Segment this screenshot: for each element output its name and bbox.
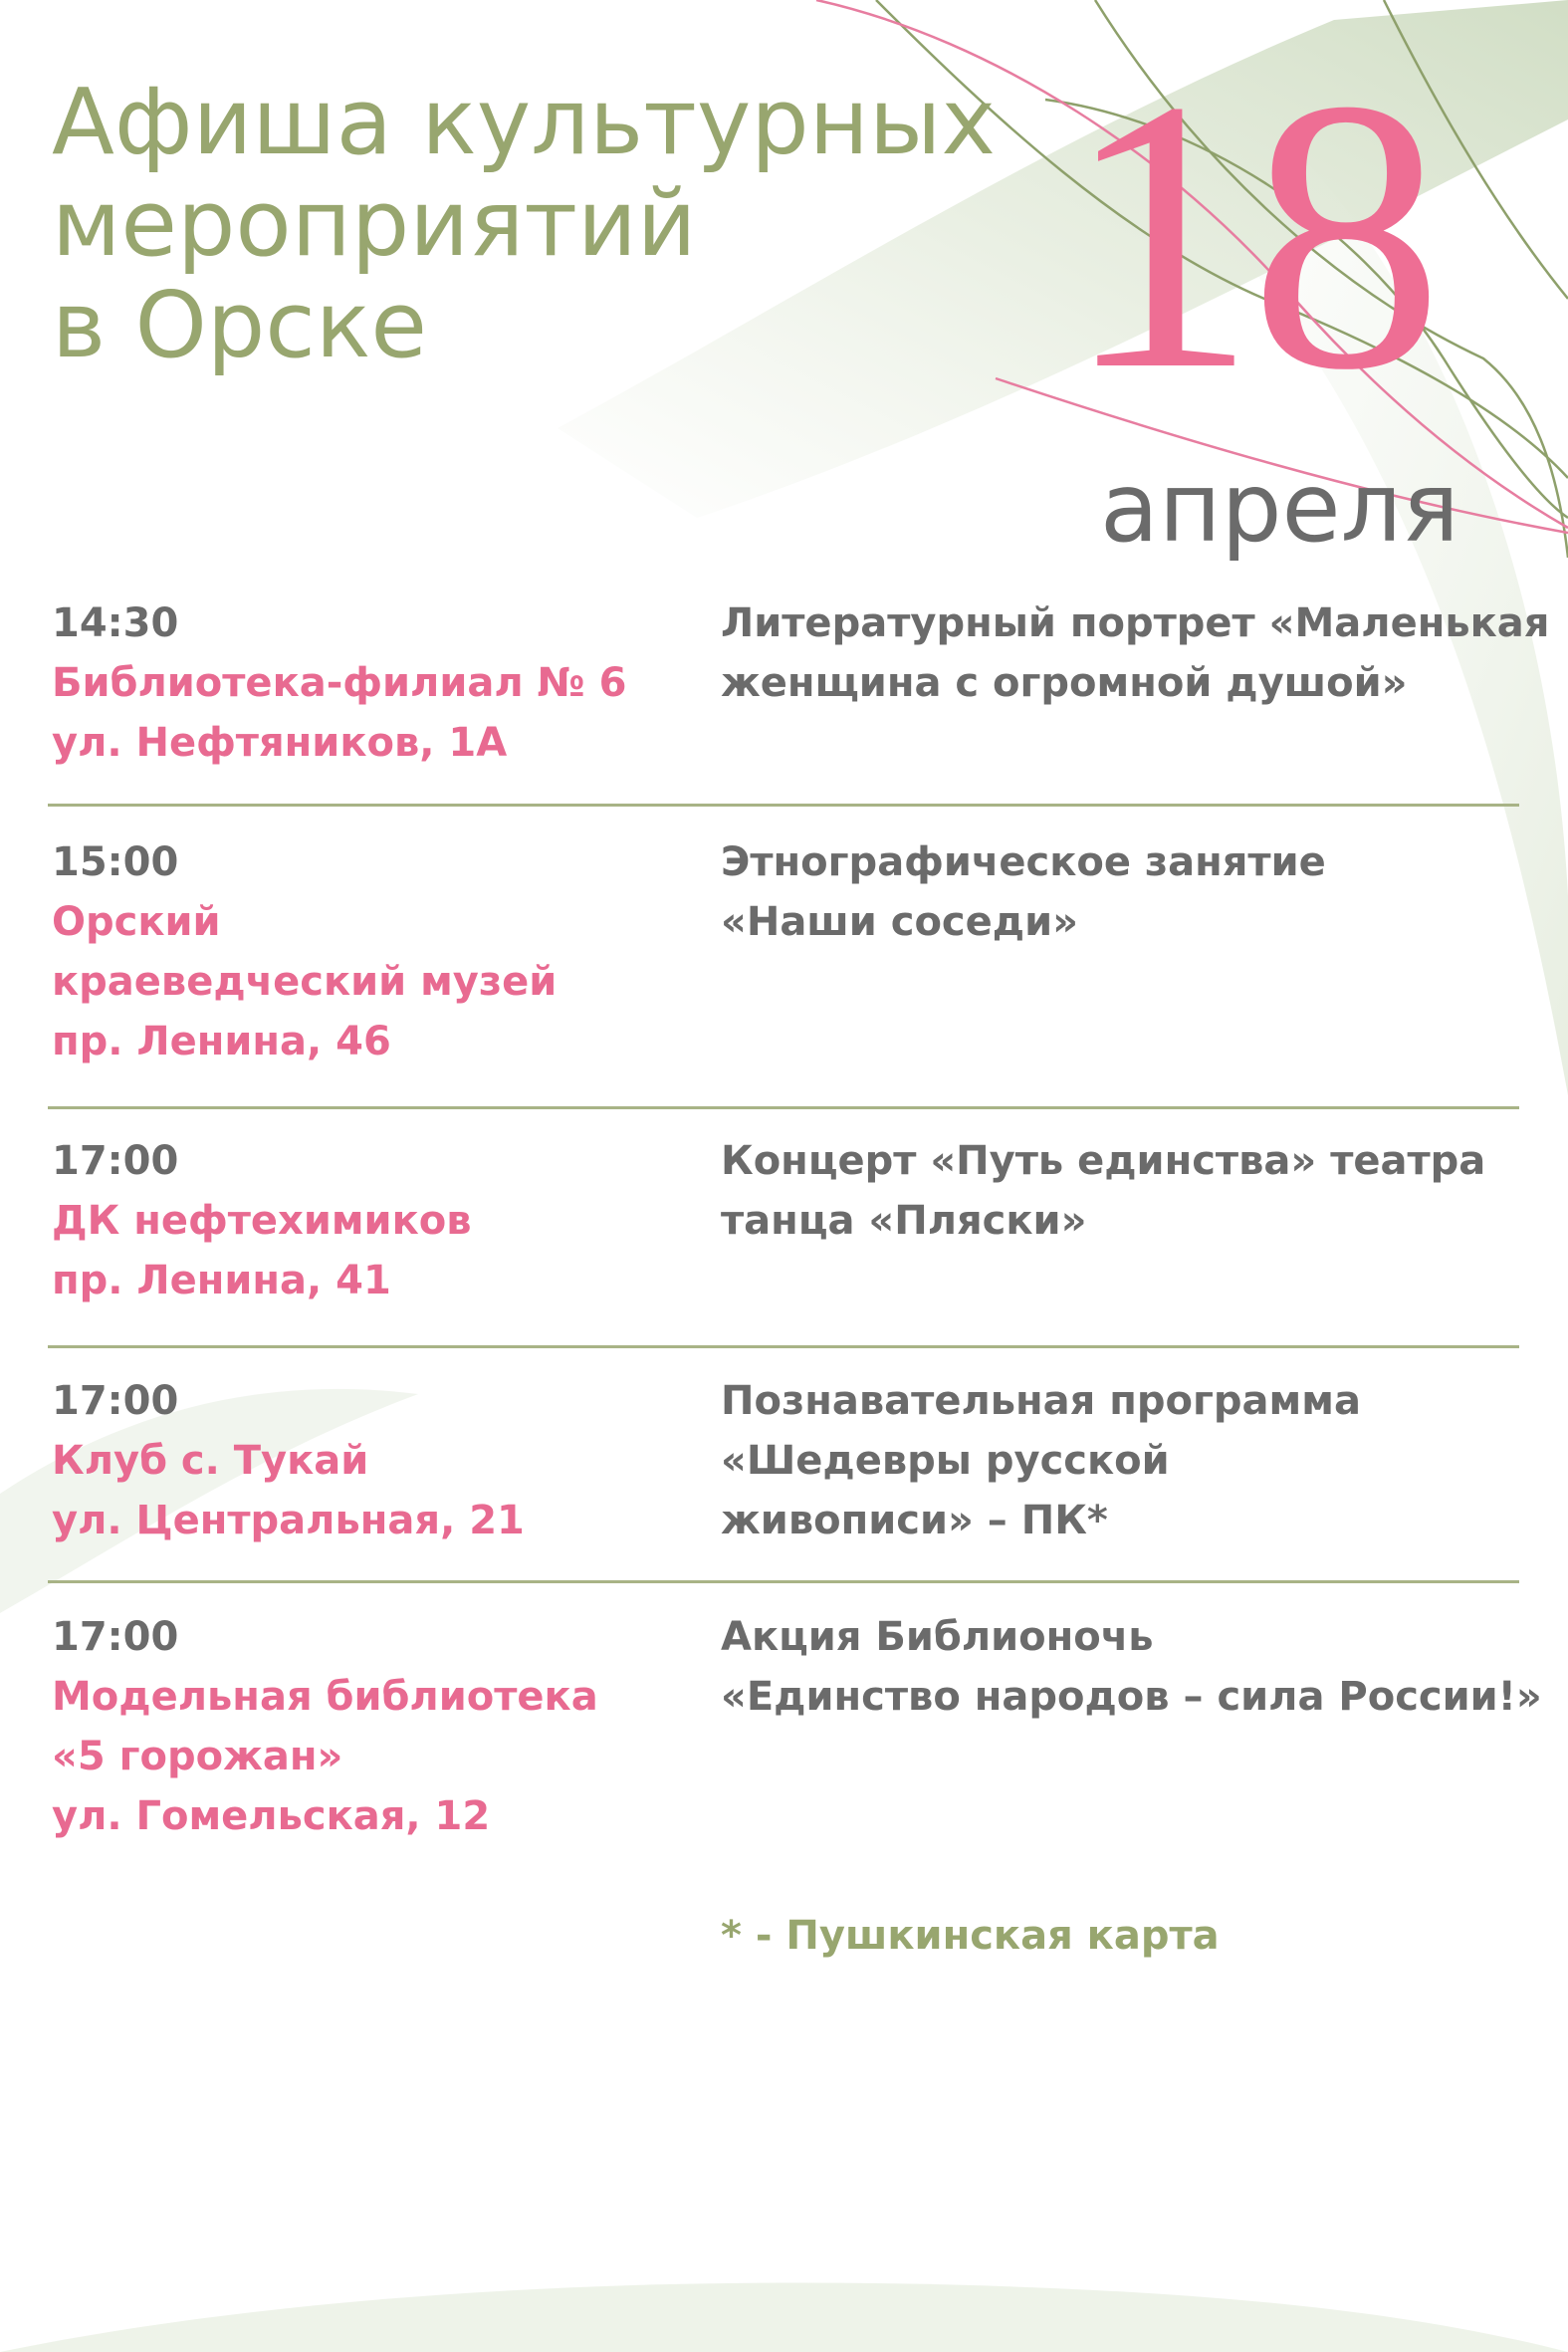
event-description-line: Литературный портрет «Маленькая <box>721 600 1550 646</box>
event-address: пр. Ленина, 41 <box>52 1258 391 1303</box>
event-time: 17:00 <box>52 1138 179 1184</box>
event-time: 14:30 <box>52 600 179 646</box>
divider <box>48 1106 1519 1109</box>
event-description-line: Этнографическое занятие <box>721 839 1326 885</box>
event-venue: Клуб с. Тукай <box>52 1438 369 1484</box>
title-line: мероприятий <box>52 170 697 277</box>
footnote: * - Пушкинская карта <box>721 1913 1220 1959</box>
event-venue: ДК нефтехимиков <box>52 1198 472 1244</box>
event-description-line: Концерт «Путь единства» театра <box>721 1138 1486 1184</box>
event-description-line: живописи» – ПК* <box>721 1498 1108 1543</box>
event-venue-block <box>52 1371 709 1550</box>
event-description <box>721 1607 1567 1727</box>
event-venue-block <box>52 1131 709 1310</box>
event-description-line: «Единство народов – сила России!» <box>721 1674 1542 1720</box>
event-description <box>721 832 1567 952</box>
title-line: Афиша культурных <box>52 69 996 175</box>
brush-stroke-bottom <box>0 2283 1568 2352</box>
divider <box>48 1345 1519 1348</box>
event-address: пр. Ленина, 46 <box>52 1019 391 1064</box>
event-venue: Орский <box>52 899 221 945</box>
event-month: апреля <box>1100 452 1459 564</box>
event-description <box>721 1131 1567 1251</box>
event-venue-block <box>52 1607 709 1846</box>
event-venue-block <box>52 832 709 1071</box>
event-venue: краеведческий музей <box>52 959 558 1005</box>
event-address: ул. Гомельская, 12 <box>52 1793 491 1839</box>
event-time: 17:00 <box>52 1378 179 1424</box>
event-description-line: женщина с огромной душой» <box>721 660 1408 706</box>
event-description <box>721 593 1567 713</box>
event-description <box>721 1371 1567 1550</box>
event-description-line: «Наши соседи» <box>721 899 1078 945</box>
event-venue: Модельная библиотека <box>52 1674 598 1720</box>
event-day-number: 18 <box>1063 20 1436 450</box>
event-description-line: «Шедевры русской <box>721 1438 1170 1484</box>
event-address: ул. Нефтяников, 1А <box>52 720 508 766</box>
event-venue: Библиотека-филиал № 6 <box>52 660 627 706</box>
title-line: в Орске <box>52 272 428 378</box>
event-description-line: Познавательная программа <box>721 1378 1361 1424</box>
event-venue: «5 горожан» <box>52 1734 343 1779</box>
event-time: 17:00 <box>52 1614 179 1660</box>
event-time: 15:00 <box>52 839 179 885</box>
event-description-line: Акция Библионочь <box>721 1614 1154 1660</box>
page-title <box>52 69 996 378</box>
divider <box>48 804 1519 807</box>
event-description-line: танца «Пляски» <box>721 1198 1087 1244</box>
event-venue-block <box>52 593 709 773</box>
event-address: ул. Центральная, 21 <box>52 1498 525 1543</box>
divider <box>48 1580 1519 1583</box>
